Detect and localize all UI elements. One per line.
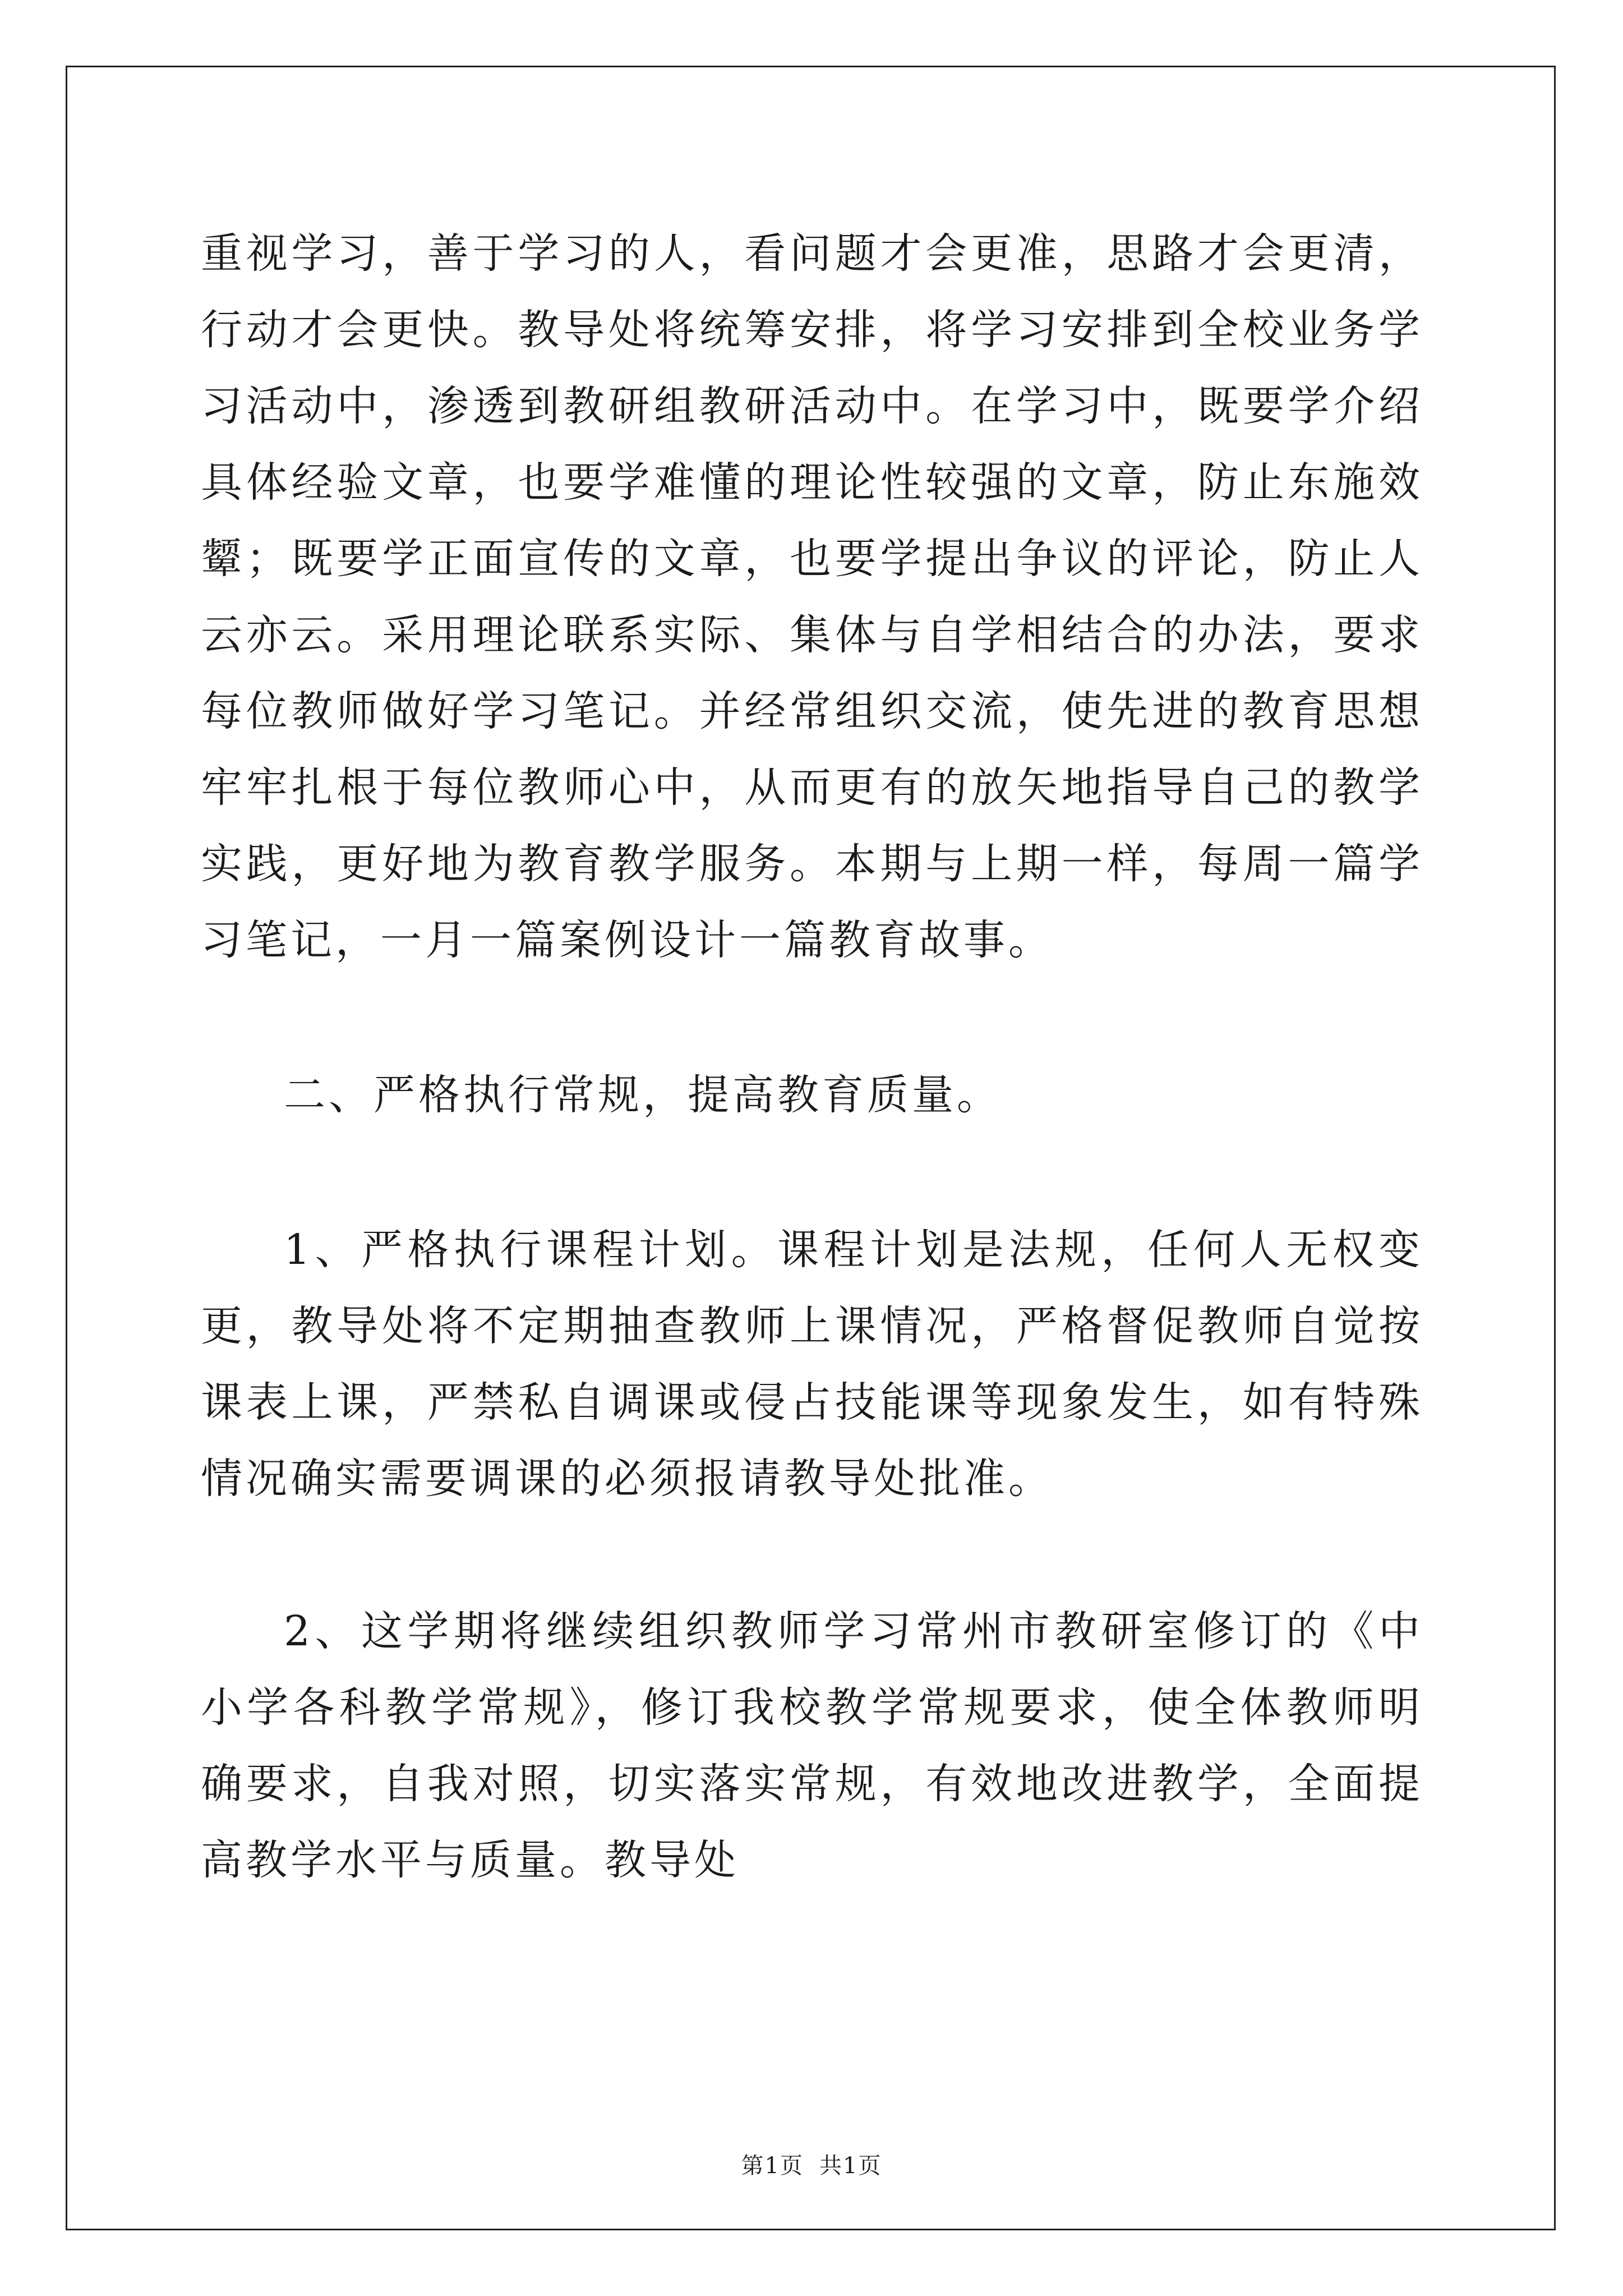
paragraph-teaching-routine: 2、这学期将继续组织教师学习常州市教研室修订的《中小学各科教学常规》，修订我校教学常规要求，使全体教师明确要求，自我对照，切实落实常规，有效地改进教学，全面提高教学水平与质量。教导处 xyxy=(201,1607,1423,1884)
paragraph-study: 重视学习，善于学习的人，看问题才会更准，思路才会更清，行动才会更快。教导处将统筹安排，将学习安排到全校业务学习活动中，渗透到教研组教研活动中。在学习中，既要学介绍具体经验文章，也要学难懂的理论性较强的文章，防止东施效颦；既要学正面宣传的文章，也要学提出争议的评论，防止人云亦云。采用理论联系实际、集体与自学相结合的办法，要求每位教师做好学习笔记。并经常组织交流，使先进的教育思想牢牢扎根于每位教师心中，从而更有的放矢地指导自己的教学实践，更好地为教育教学服务。本期与上期一样，每周一篇学习笔记，一月一篇案例设计一篇教育故事。 xyxy=(201,229,1423,964)
paragraph-curriculum-plan: 1、严格执行课程计划。课程计划是法规，任何人无权变更，教导处将不定期抽查教师上课情况，严格督促教师自觉按课表上课，严禁私自调课或侵占技能课等现象发生，如有特殊情况确实需要调课的必须报请教导处批准。 xyxy=(201,1226,1423,1503)
page-footer xyxy=(0,2152,1623,2180)
page-number: 第1页 xyxy=(741,2153,804,2179)
document-body xyxy=(201,215,1423,1898)
page-total: 共1页 xyxy=(819,2153,882,2179)
section-heading-routine: 二、严格执行常规，提高教育质量。 xyxy=(284,1071,1002,1119)
